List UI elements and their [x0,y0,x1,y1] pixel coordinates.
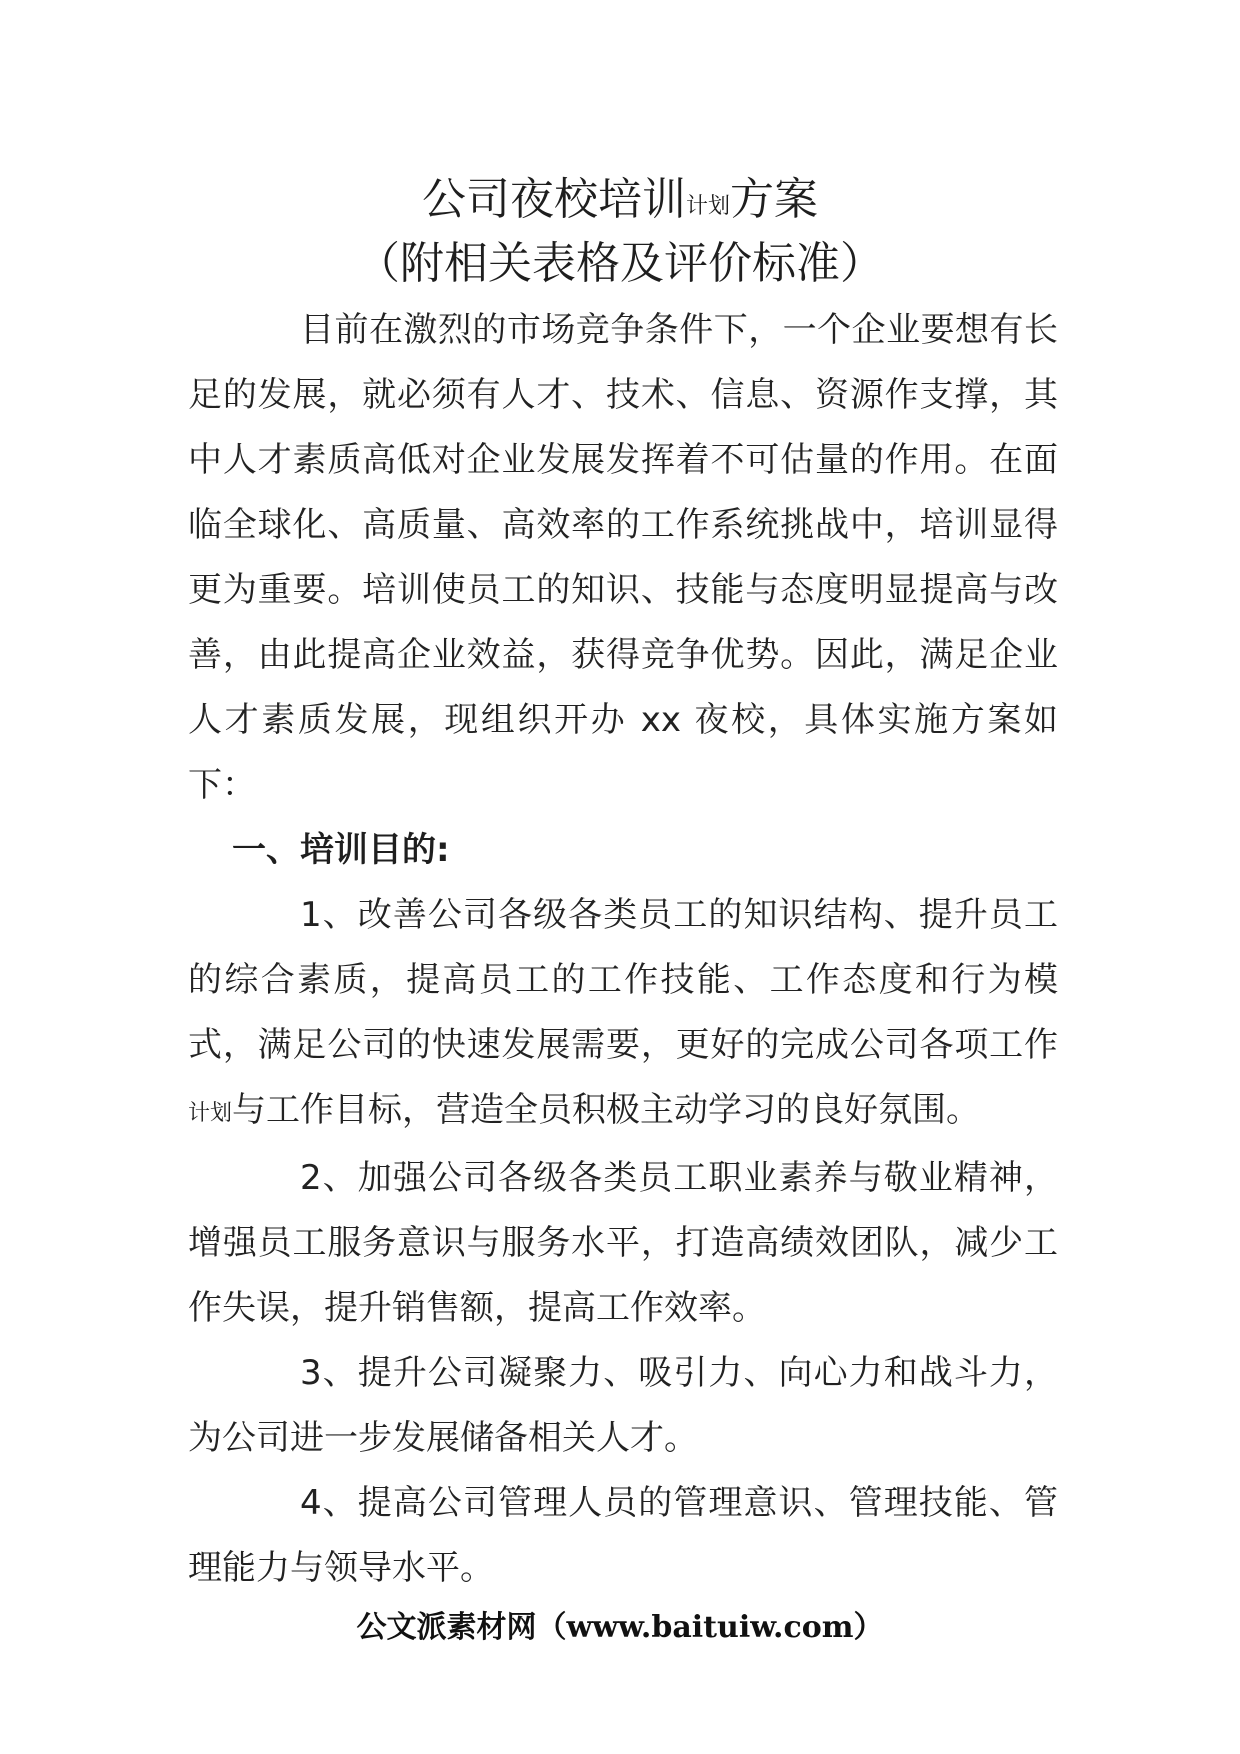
title-main-text: 公司夜校培训 [421,174,686,225]
section-heading-training-purpose: 一、培训目的: [232,830,450,870]
intro-paragraph: 目前在激烈的市场竞争条件下，一个企业要想有长足的发展，就必须有人才、技术、信息、资源作支撑，其中人才素质高低对企业发展发挥着不可估量的作用。在面临全球化、高质量、高效率的工作系统挑战中，培训显得更为重要。培训使员工的知识、技能与态度明显提高与改善，由此提高企业效益，获得竞争优势。因此，满足企业人才素质发展，现组织开办 xx 夜校，具体实施方案如下： [188,310,1058,805]
list-item-1-small-text: 计划 [188,1100,233,1126]
list-item-1 [188,883,1058,1146]
document-body [188,298,1058,1601]
title-small-text: 计划 [685,193,730,219]
list-item-1-text: 1、改善公司各级各类员工的知识结构、提升员工的综合素质，提高员工的工作技能、工作态度和行为模式，满足公司的快速发展需要，更好的完成公司各项工作 [188,895,1058,1065]
document-subtitle: （附相关表格及评价标准） [356,238,884,289]
footer-source: 公文派素材网（www.baituiw.com） [356,1610,884,1645]
list-item-2: 2、加强公司各级各类员工职业素养与敬业精神，增强员工服务意识与服务水平，打造高绩效团队，减少工作失误，提升销售额，提高工作效率。 [188,1157,1058,1328]
document-title [0,172,1240,235]
list-item-1-suffix-text: 与工作目标，营造全员积极主动学习的良好氛围。 [232,1090,981,1130]
list-item-4: 4、提高公司管理人员的管理意识、管理技能、管理能力与领导水平。 [188,1482,1058,1588]
title-suffix-text: 方案 [730,174,818,225]
list-item-3: 3、提升公司凝聚力、吸引力、向心力和战斗力，为公司进一步发展储备相关人才。 [188,1352,1058,1458]
